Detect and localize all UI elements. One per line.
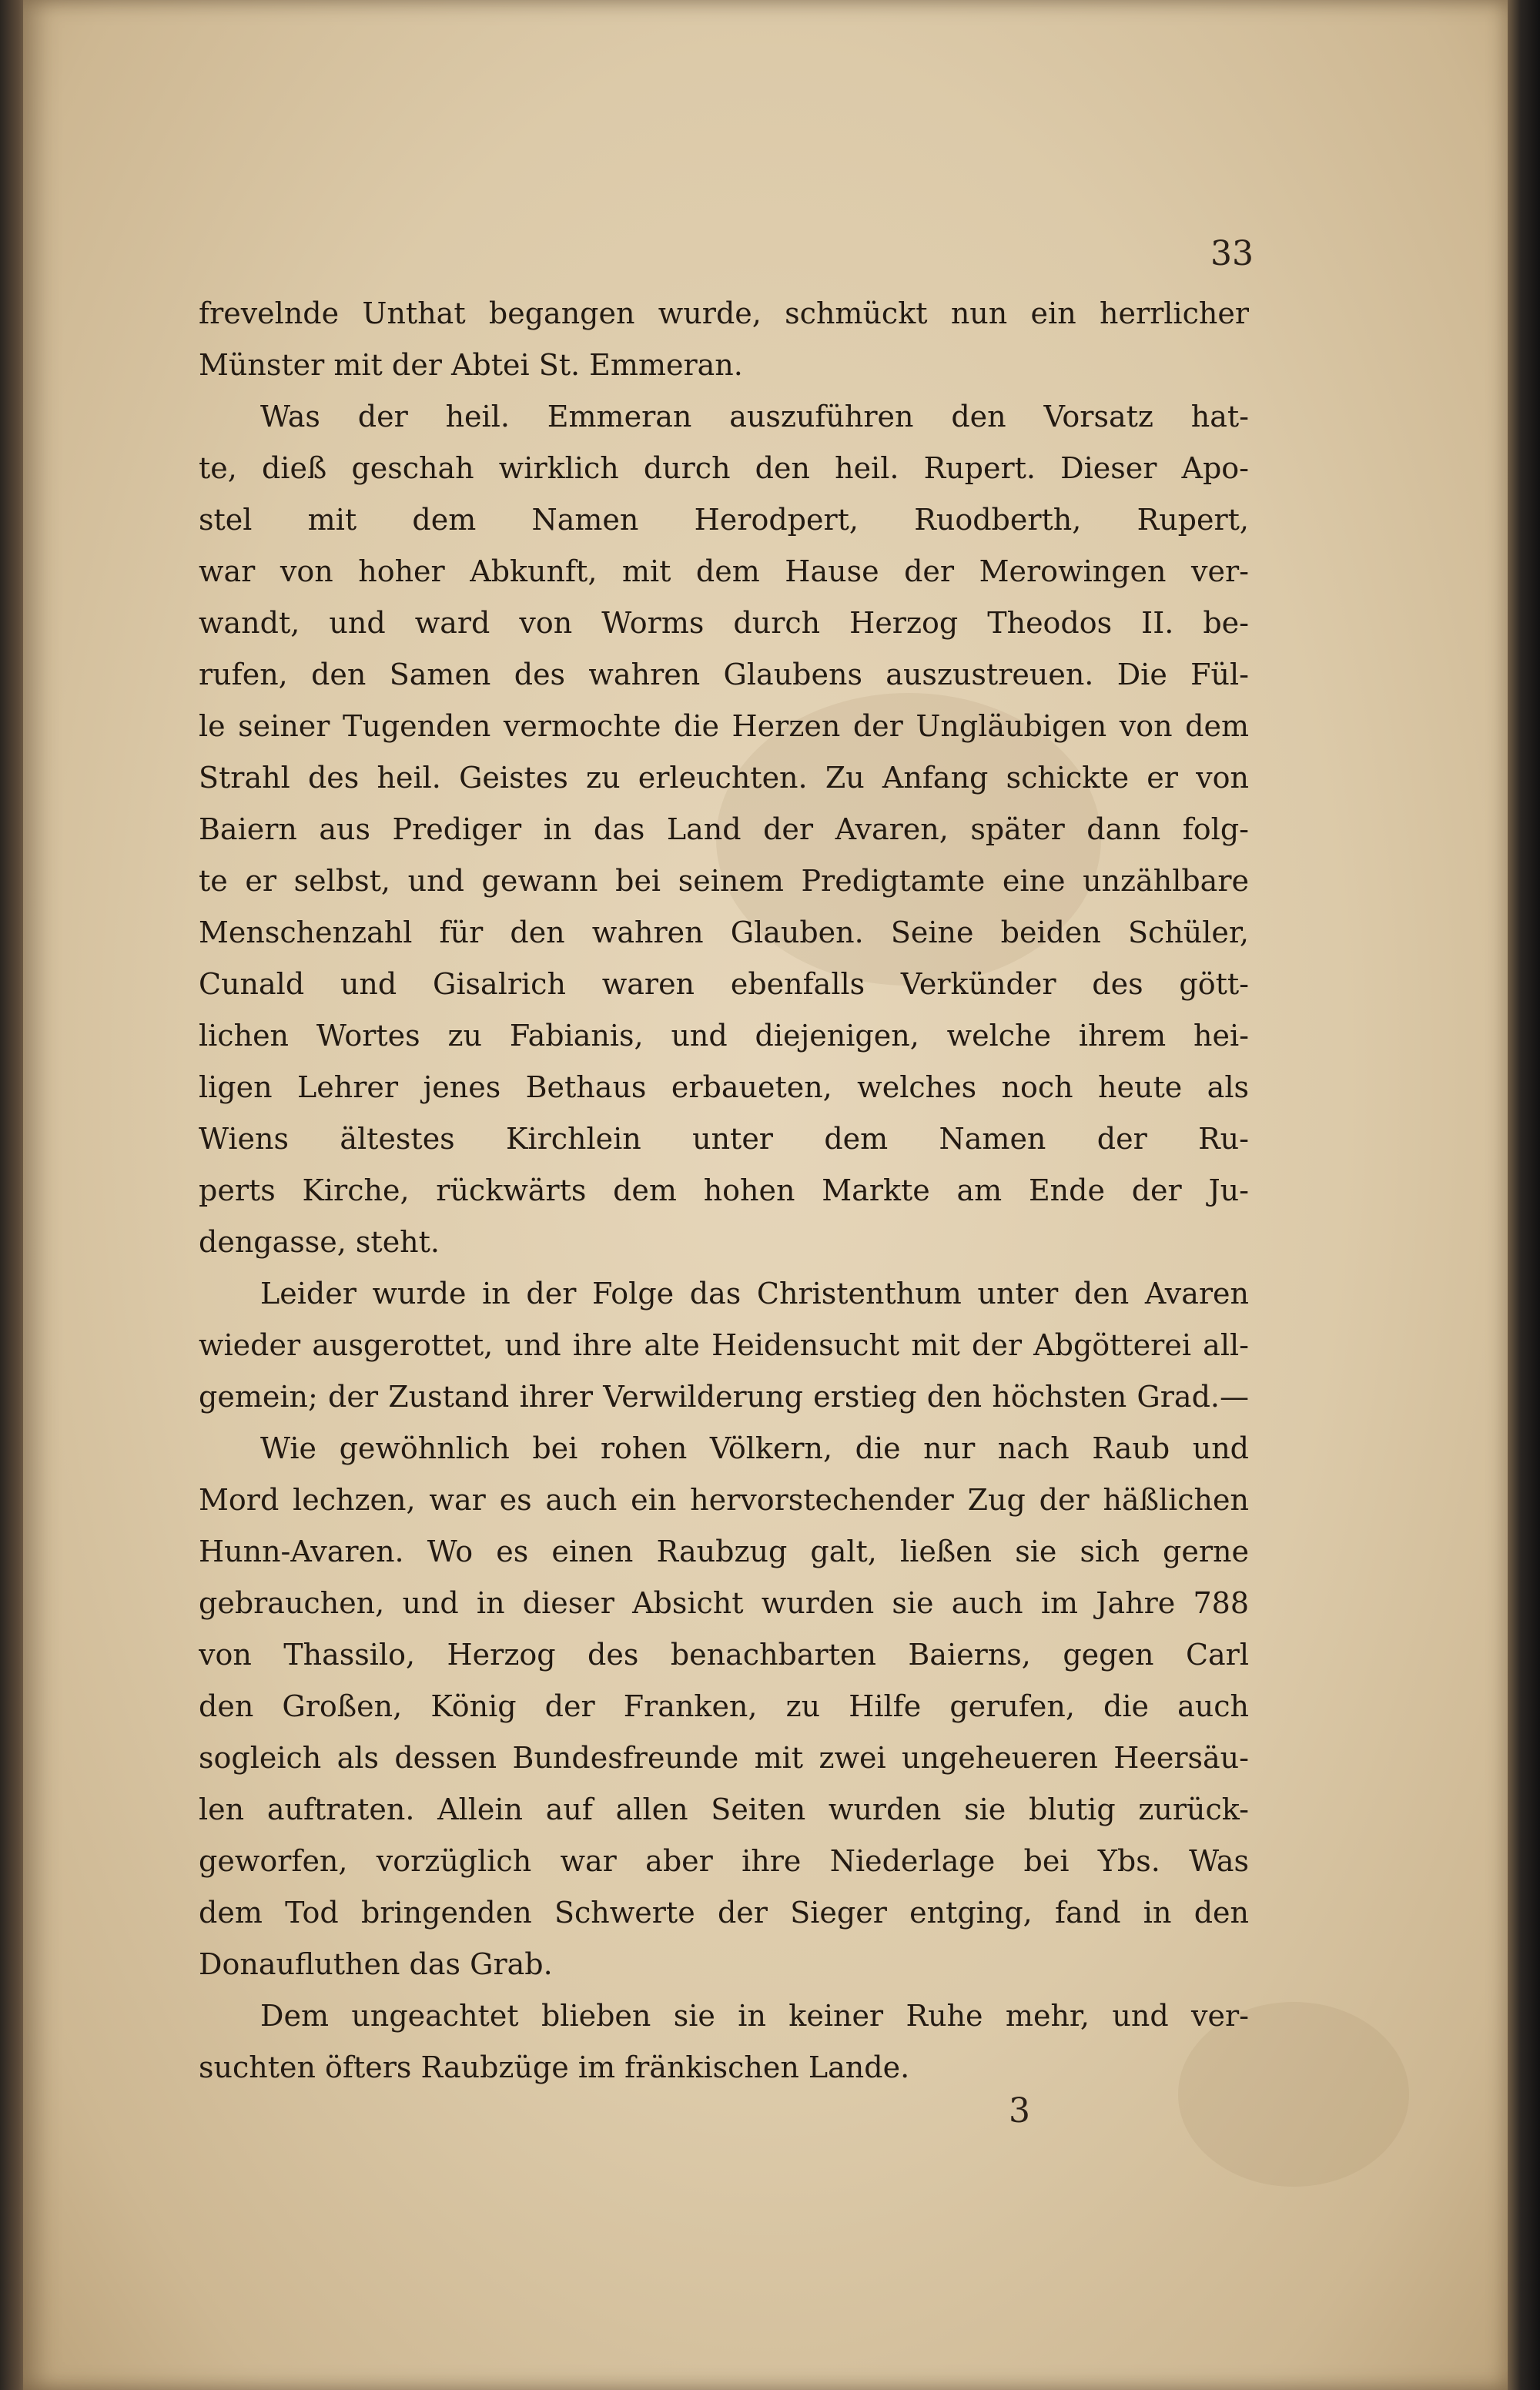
text-line: te, dieß geschah wirklich durch den heil. Rupert. Dieser Apo-	[199, 451, 1249, 485]
page-number: 33	[1210, 234, 1254, 273]
text-line: ligen Lehrer jenes Bethaus erbaueten, welches noch heute als	[199, 1070, 1249, 1104]
signature-mark: 3	[1009, 2091, 1030, 2131]
text-line: le seiner Tugenden vermochte die Herzen der Ungläubigen von dem	[199, 709, 1249, 743]
book-page-edge	[1508, 0, 1540, 2390]
text-line: den Großen, König der Franken, zu Hilfe gerufen, die auch	[199, 1689, 1249, 1723]
text-line: von Thassilo, Herzog des benachbarten Baierns, gegen Carl	[199, 1638, 1249, 1672]
text-line: perts Kirche, rückwärts dem hohen Markte am Ende der Ju-	[199, 1173, 1249, 1207]
text-line: gemein; der Zustand ihrer Verwilderung erstieg den höchsten Grad.—	[199, 1380, 1249, 1414]
text-line: Wiens ältestes Kirchlein unter dem Namen der Ru-	[199, 1122, 1249, 1156]
text-line: Mord lechzen, war es auch ein hervorstechender Zug der häßlichen	[199, 1483, 1249, 1517]
text-line: Hunn-Avaren. Wo es einen Raubzug galt, ließen sie sich gerne	[199, 1535, 1249, 1568]
text-line: len auftraten. Allein auf allen Seiten wurden sie blutig zurück-	[199, 1792, 1249, 1826]
text-line: Donaufluthen das Grab.	[199, 1947, 553, 1981]
text-line: gebrauchen, und in dieser Absicht wurden sie auch im Jahre 788	[199, 1586, 1249, 1620]
text-line: te er selbst, und gewann bei seinem Predigtamte eine unzählbare	[199, 864, 1249, 898]
text-line: frevelnde Unthat begangen wurde, schmückt nun ein herrlicher	[199, 296, 1249, 330]
text-line: Baiern aus Prediger in das Land der Avaren, später dann folg-	[199, 812, 1249, 846]
text-line: dengasse, steht.	[199, 1225, 440, 1259]
text-line: wieder ausgerottet, und ihre alte Heidensucht mit der Abgötterei all-	[199, 1328, 1249, 1362]
text-line: Strahl des heil. Geistes zu erleuchten. Zu Anfang schickte er von	[199, 761, 1249, 795]
text-line: suchten öfters Raubzüge im fränkischen Lande.	[199, 2050, 910, 2084]
text-line: Dem ungeachtet blieben sie in keiner Ruhe mehr, und ver-	[260, 1999, 1249, 2033]
text-line: Münster mit der Abtei St. Emmeran.	[199, 348, 743, 382]
text-line: Wie gewöhnlich bei rohen Völkern, die nur nach Raub und	[260, 1431, 1249, 1465]
text-line: Menschenzahl für den wahren Glauben. Seine beiden Schüler,	[199, 915, 1249, 949]
text-line: sogleich als dessen Bundesfreunde mit zwei ungeheueren Heersäu-	[199, 1741, 1249, 1775]
text-line: dem Tod bringenden Schwerte der Sieger entging, fand in den	[199, 1896, 1249, 1930]
text-line: geworfen, vorzüglich war aber ihre Niederlage bei Ybs. Was	[199, 1844, 1249, 1878]
text-line: rufen, den Samen des wahren Glaubens auszustreuen. Die Fül-	[199, 658, 1249, 691]
text-line: Leider wurde in der Folge das Christenthum unter den Avaren	[260, 1277, 1249, 1310]
text-line: Cunald und Gisalrich waren ebenfalls Verkünder des gött-	[199, 967, 1249, 1001]
text-line: stel mit dem Namen Herodpert, Ruodberth, Rupert,	[199, 503, 1249, 537]
text-line: wandt, und ward von Worms durch Herzog Theodos II. be-	[199, 606, 1249, 640]
text-line: lichen Wortes zu Fabianis, und diejenigen, welche ihrem hei-	[199, 1019, 1249, 1053]
body-text	[199, 288, 1249, 2094]
text-line: war von hoher Abkunft, mit dem Hause der Merowingen ver-	[199, 554, 1249, 588]
text-line: Was der heil. Emmeran auszuführen den Vorsatz hat-	[260, 400, 1249, 433]
